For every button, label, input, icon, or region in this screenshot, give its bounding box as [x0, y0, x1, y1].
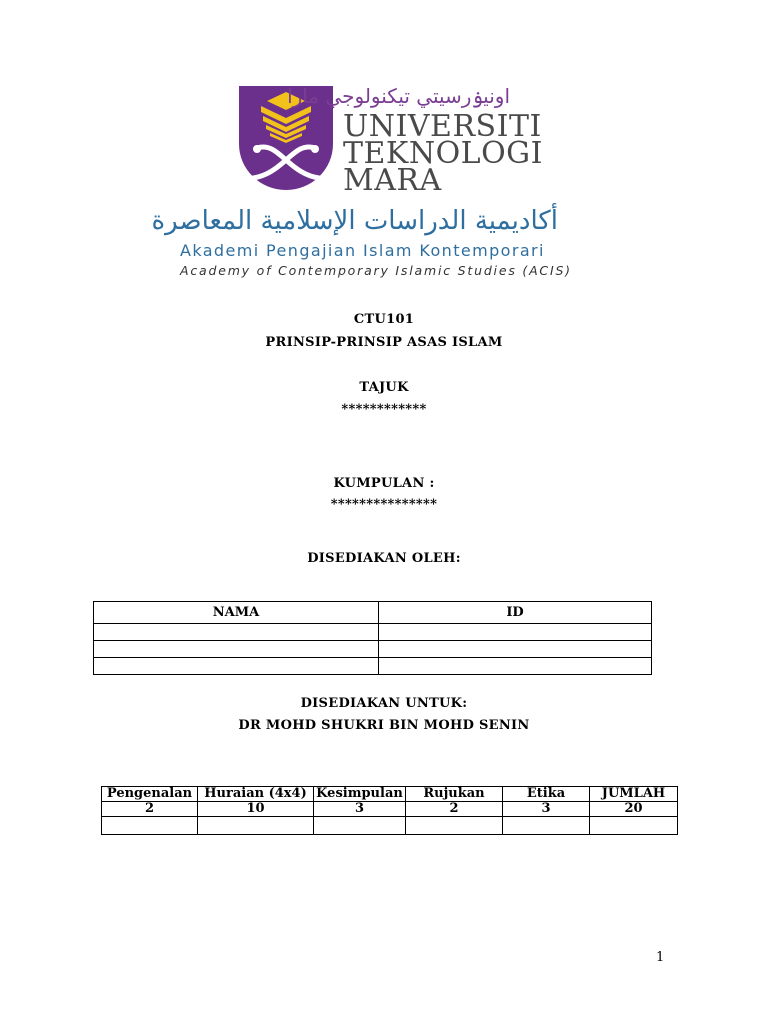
prepared-by-label: DISEDIAKAN OLEH: — [307, 551, 461, 566]
table-row — [94, 624, 652, 641]
course-code: CTU101 — [353, 312, 415, 327]
member-id-cell[interactable] — [379, 641, 652, 658]
score-cell[interactable] — [406, 817, 503, 835]
member-name-cell[interactable] — [94, 658, 379, 675]
academy-name-english: Academy of Contemporary Islamic Studies (ACIS) — [180, 263, 572, 278]
members-table — [93, 601, 652, 675]
course-name: PRINSIP-PRINSIP ASAS ISLAM — [265, 335, 503, 350]
university-name-line-1: UNIVERSITI — [343, 109, 542, 144]
score-cell[interactable] — [590, 817, 678, 835]
max-mark-cell: 3 — [503, 802, 590, 817]
score-cell[interactable] — [102, 817, 198, 835]
arabic-academy-name: أكاديمية الدراسات الإسلامية المعاصرة — [151, 206, 558, 236]
max-mark-cell: 2 — [102, 802, 198, 817]
intro-column-header: Pengenalan — [102, 787, 198, 802]
prepared-for-label: DISEDIAKAN UNTUK: — [300, 696, 468, 711]
scores-row — [102, 817, 678, 835]
university-name-line-2: TEKNOLOGI — [343, 136, 543, 171]
member-name-cell[interactable] — [94, 624, 379, 641]
marks-header-row — [102, 787, 678, 802]
member-id-cell[interactable] — [379, 658, 652, 675]
score-cell[interactable] — [198, 817, 314, 835]
lecturer-name: DR MOHD SHUKRI BIN MOHD SENIN — [238, 718, 530, 733]
page-number: 1 — [656, 950, 665, 965]
ethics-column-header: Etika — [503, 787, 590, 802]
elaboration-column-header: Huraian (4x4) — [198, 787, 314, 802]
max-mark-cell: 20 — [590, 802, 678, 817]
max-mark-cell: 2 — [406, 802, 503, 817]
university-name-line-3: MARA — [343, 163, 442, 198]
title-placeholder: ************ — [341, 402, 427, 417]
marks-table — [101, 786, 678, 835]
conclusion-column-header: Kesimpulan — [314, 787, 406, 802]
max-mark-cell: 10 — [198, 802, 314, 817]
group-placeholder: *************** — [330, 497, 438, 512]
table-row — [94, 658, 652, 675]
arabic-university-name: اونيۏرسيتي تيكنولوجي مارا — [287, 84, 510, 108]
title-label: TAJUK — [359, 380, 409, 395]
member-id-cell[interactable] — [379, 624, 652, 641]
group-label: KUMPULAN : — [333, 476, 435, 491]
name-column-header: NAMA — [94, 602, 379, 624]
references-column-header: Rujukan — [406, 787, 503, 802]
max-mark-cell: 3 — [314, 802, 406, 817]
score-cell[interactable] — [314, 817, 406, 835]
total-column-header: JUMLAH — [590, 787, 678, 802]
academy-name-malay: Akademi Pengajian Islam Kontemporari — [180, 241, 545, 260]
max-marks-row — [102, 802, 678, 817]
table-row — [94, 641, 652, 658]
members-header-row — [94, 602, 652, 624]
member-name-cell[interactable] — [94, 641, 379, 658]
id-column-header: ID — [379, 602, 652, 624]
score-cell[interactable] — [503, 817, 590, 835]
